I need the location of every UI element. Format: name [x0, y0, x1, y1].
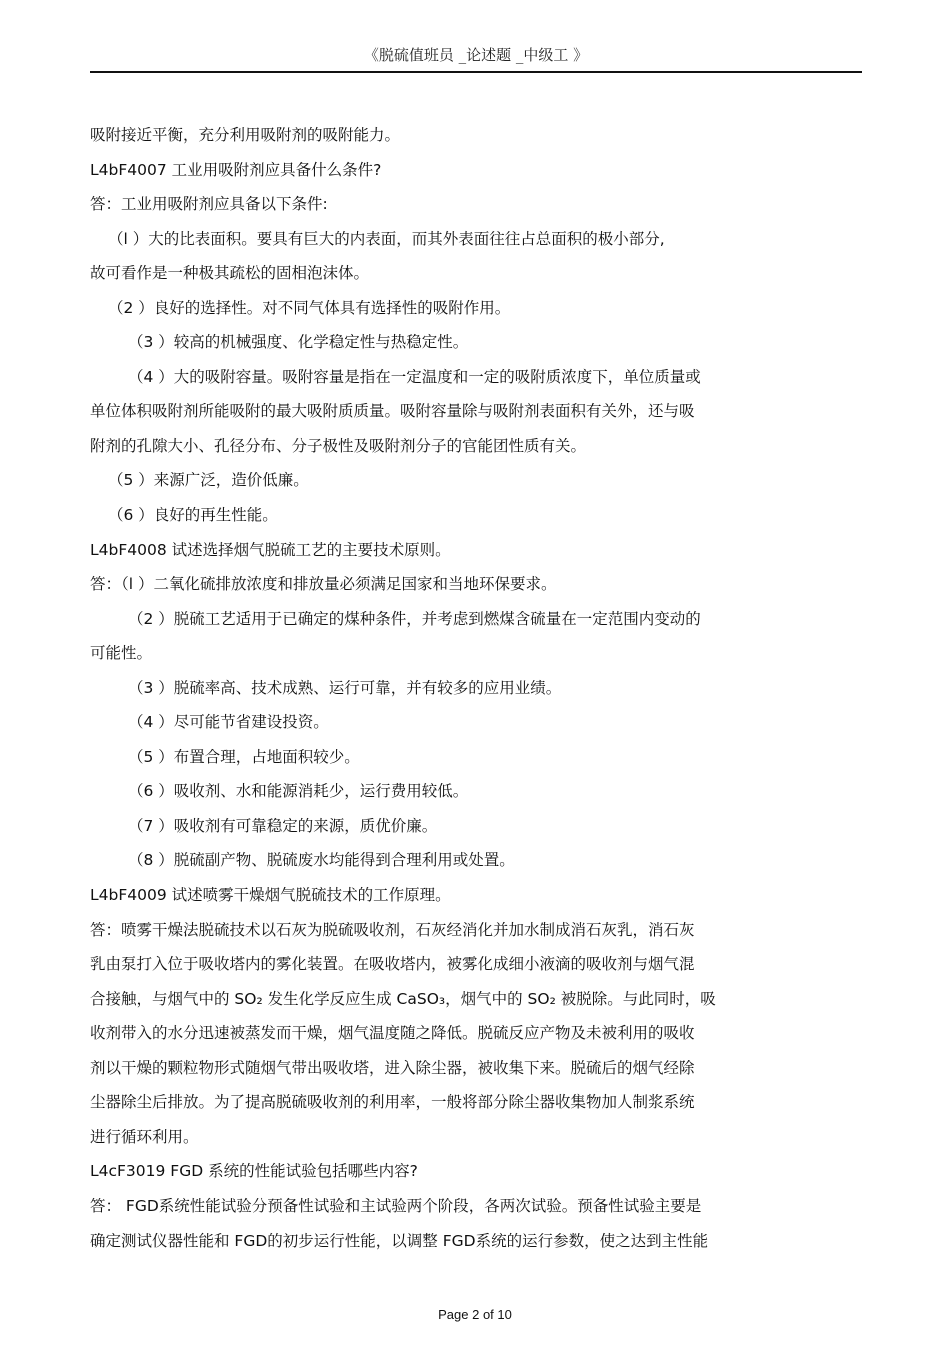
- text-line: 合接触，与烟气中的 SO₂ 发生化学反应生成 CaSO₃，烟气中的 SO₂ 被脱除。与此同时，吸: [90, 989, 716, 1008]
- text-line: 答：（l ）二氧化硫排放浓度和排放量必须满足国家和当地环保要求。: [90, 575, 557, 594]
- text-line: L4bF4007 工业用吸附剂应具备什么条件?: [90, 160, 382, 179]
- page-header-title: 《脱硫值班员 _论述题 _中级工 》: [363, 46, 589, 64]
- text-line: L4bF4009 试述喷雾干燥烟气脱硫技术的工作原理。: [90, 886, 451, 905]
- text-line: （7 ）吸收剂有可靠稳定的来源，质优价廉。: [128, 816, 438, 835]
- text-line: （6 ）吸收剂、水和能源消耗少，运行费用较低。: [128, 782, 469, 801]
- text-line: （4 ）尽可能节省建设投资。: [128, 713, 329, 732]
- text-line: 答：工业用吸附剂应具备以下条件:: [90, 195, 328, 214]
- text-line: 乳由泵打入位于吸收塔内的雾化装置。在吸收塔内，被雾化成细小液滴的吸收剂与烟气混: [90, 955, 695, 974]
- text-line: 可能性。: [90, 644, 153, 663]
- document-body: [90, 118, 850, 1258]
- text-line: 进行循环利用。: [90, 1127, 199, 1146]
- text-line: （5 ）布置合理，占地面积较少。: [128, 747, 360, 766]
- text-line: （2 ）良好的选择性。对不同气体具有选择性的吸附作用。: [108, 298, 511, 317]
- text-line: （l ）大的比表面积。要具有巨大的内表面，而其外表面往往占总面积的极小部分,: [108, 229, 665, 248]
- text-line: （4 ）大的吸附容量。吸附容量是指在一定温度和一定的吸附质浓度下，单位质量或: [128, 367, 701, 386]
- text-line: 答： FGD系统性能试验分预备性试验和主试验两个阶段，各两次试验。预备性试验主要是: [90, 1196, 702, 1215]
- text-line: （3 ）脱硫率高、技术成熟、运行可靠，并有较多的应用业绩。: [128, 678, 562, 697]
- text-line: 确定测试仪器性能和 FGD的初步运行性能，以调整 FGD系统的运行参数，使之达到主性能: [90, 1231, 709, 1250]
- text-line: 收剂带入的水分迅速被蒸发而干燥，烟气温度随之降低。脱硫反应产物及未被利用的吸收: [90, 1024, 695, 1043]
- text-line: （5 ）来源广泛，造价低廉。: [108, 471, 309, 490]
- text-line: （2 ）脱硫工艺适用于已确定的煤种条件，并考虑到燃煤含硫量在一定范围内变动的: [128, 609, 701, 628]
- text-line: 附剂的孔隙大小、孔径分布、分子极性及吸附剂分子的官能团性质有关。: [90, 436, 587, 455]
- text-line: 答：喷雾干燥法脱硫技术以石灰为脱硫吸收剂，石灰经消化并加水制成消石灰乳，消石灰: [90, 920, 695, 939]
- text-line: 单位体积吸附剂所能吸附的最大吸附质质量。吸附容量除与吸附剂表面积有关外，还与吸: [90, 402, 695, 421]
- text-line: 尘器除尘后排放。为了提高脱硫吸收剂的利用率，一般将部分除尘器收集物加人制浆系统: [90, 1093, 695, 1112]
- text-line: L4cF3019 FGD 系统的性能试验包括哪些内容?: [90, 1162, 418, 1181]
- text-line: 吸附接近平衡，充分利用吸附剂的吸附能力。: [90, 126, 401, 144]
- text-line: L4bF4008 试述选择烟气脱硫工艺的主要技术原则。: [90, 540, 451, 559]
- header-divider: [90, 71, 862, 73]
- text-line: （6 ）良好的再生性能。: [108, 506, 278, 525]
- page-number: Page 2 of 10: [438, 1307, 512, 1322]
- text-line: 故可看作是一种极其疏松的固相泡沫体。: [90, 264, 370, 283]
- text-line: 剂以干燥的颗粒物形式随烟气带出吸收塔，进入除尘器，被收集下来。脱硫后的烟气经除: [90, 1058, 695, 1077]
- text-line: （8 ）脱硫副产物、脱硫废水均能得到合理利用或处置。: [128, 851, 515, 870]
- text-line: （3 ）较高的机械强度、化学稳定性与热稳定性。: [128, 333, 469, 352]
